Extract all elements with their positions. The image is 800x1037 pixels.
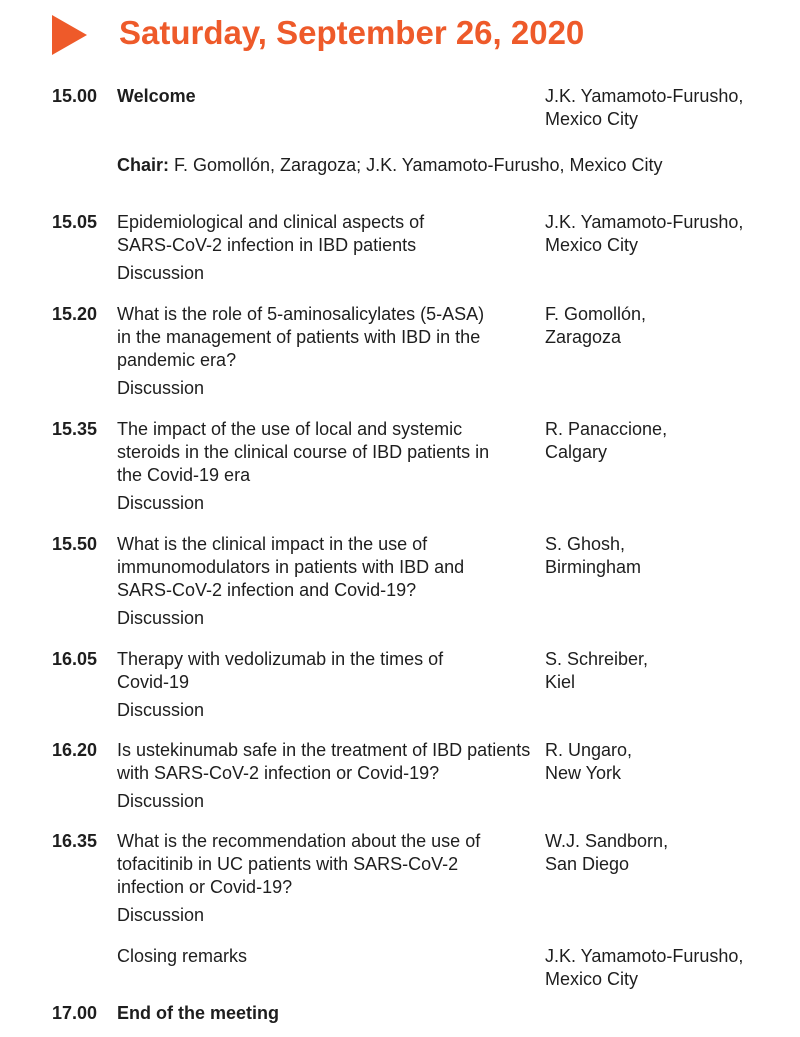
- session-speaker: [545, 533, 785, 579]
- speaker-city: Kiel: [545, 672, 576, 692]
- session-topic-line: with SARS-CoV-2 infection or Covid-19?: [117, 763, 440, 783]
- discussion-label: Discussion: [117, 263, 205, 283]
- session-topic-line: Therapy with vedolizumab in the times of: [117, 649, 444, 669]
- session-time: 15.05: [52, 212, 98, 232]
- session-topic-line: Is ustekinumab safe in the treatment of IBD patients: [117, 740, 531, 760]
- session-time: 15.35: [52, 419, 98, 439]
- session-topic-line: What is the role of 5-aminosalicylates (5-ASA): [117, 304, 485, 324]
- session-time: 15.00: [52, 86, 98, 106]
- speaker-city: Birmingham: [545, 557, 642, 577]
- speaker-city: Mexico City: [545, 969, 639, 989]
- speaker-city: Zaragoza: [545, 327, 622, 347]
- speaker-name: J.K. Yamamoto-Furusho,: [545, 212, 744, 232]
- session-topic-line: the Covid-19 era: [117, 465, 251, 485]
- session-time: 16.35: [52, 831, 98, 851]
- speaker-name: S. Ghosh,: [545, 534, 626, 554]
- session-time: 16.20: [52, 740, 98, 760]
- session-topic: [117, 85, 517, 108]
- session-topic-line: steroids in the clinical course of IBD patients in: [117, 442, 490, 462]
- session-topic: [117, 418, 517, 515]
- speaker-name: J.K. Yamamoto-Furusho,: [545, 946, 744, 966]
- chair-line: [117, 154, 663, 177]
- session-topic-line: Covid-19: [117, 672, 190, 692]
- speaker-city: Calgary: [545, 442, 608, 462]
- speaker-name: R. Panaccione,: [545, 419, 668, 439]
- session-topic: [117, 830, 517, 927]
- session-speaker: [545, 648, 785, 694]
- speaker-name: S. Schreiber,: [545, 649, 649, 669]
- speaker-city: Mexico City: [545, 235, 639, 255]
- session-speaker: [545, 945, 785, 991]
- page-title: Saturday, September 26, 2020: [119, 14, 585, 51]
- discussion-label: Discussion: [117, 905, 205, 925]
- session-topic-line: Closing remarks: [117, 946, 248, 966]
- discussion-label: Discussion: [117, 700, 205, 720]
- speaker-city: New York: [545, 763, 622, 783]
- chair-names: F. Gomollón, Zaragoza; J.K. Yamamoto-Furusho, Mexico City: [169, 155, 663, 175]
- session-topic-line: SARS-CoV-2 infection in IBD patients: [117, 235, 417, 255]
- play-triangle-icon: [52, 15, 87, 55]
- session-topic-line: tofacitinib in UC patients with SARS-CoV-2: [117, 854, 459, 874]
- discussion-label: Discussion: [117, 608, 205, 628]
- session-time: 15.20: [52, 304, 98, 324]
- session-topic-line: in the management of patients with IBD in the: [117, 327, 481, 347]
- session-topic-line: The impact of the use of local and systemic: [117, 419, 463, 439]
- session-speaker: [545, 739, 785, 785]
- session-topic-line: infection or Covid-19?: [117, 877, 293, 897]
- speaker-name: F. Gomollón,: [545, 304, 647, 324]
- session-speaker: [545, 303, 785, 349]
- session-topic: [117, 739, 531, 813]
- session-topic: [117, 945, 517, 968]
- session-topic: [117, 533, 517, 630]
- session-time: 16.05: [52, 649, 98, 669]
- session-speaker: [545, 211, 785, 257]
- session-time: 15.50: [52, 534, 98, 554]
- speaker-name: R. Ungaro,: [545, 740, 633, 760]
- session-topic: [117, 211, 517, 285]
- session-topic-line: What is the clinical impact in the use of: [117, 534, 428, 554]
- speaker-name: W.J. Sandborn,: [545, 831, 669, 851]
- session-topic: [117, 1002, 517, 1025]
- discussion-label: Discussion: [117, 791, 205, 811]
- speaker-city: Mexico City: [545, 109, 639, 129]
- session-topic: [117, 648, 517, 722]
- speaker-name: J.K. Yamamoto-Furusho,: [545, 86, 744, 106]
- session-speaker: [545, 85, 785, 131]
- session-topic-line: SARS-CoV-2 infection and Covid-19?: [117, 580, 417, 600]
- session-topic: [117, 303, 517, 400]
- session-speaker: [545, 418, 785, 464]
- session-topic-line: Epidemiological and clinical aspects of: [117, 212, 425, 232]
- discussion-label: Discussion: [117, 378, 205, 398]
- session-speaker: [545, 830, 785, 876]
- session-topic-line: Welcome: [117, 86, 196, 106]
- session-topic-line: pandemic era?: [117, 350, 237, 370]
- session-topic-line: What is the recommendation about the use of: [117, 831, 481, 851]
- speaker-city: San Diego: [545, 854, 630, 874]
- discussion-label: Discussion: [117, 493, 205, 513]
- session-topic-line: immunomodulators in patients with IBD and: [117, 557, 465, 577]
- chair-label: Chair:: [117, 155, 170, 175]
- page-header: [0, 0, 800, 80]
- session-time: 17.00: [52, 1003, 98, 1023]
- session-topic-line: End of the meeting: [117, 1003, 279, 1023]
